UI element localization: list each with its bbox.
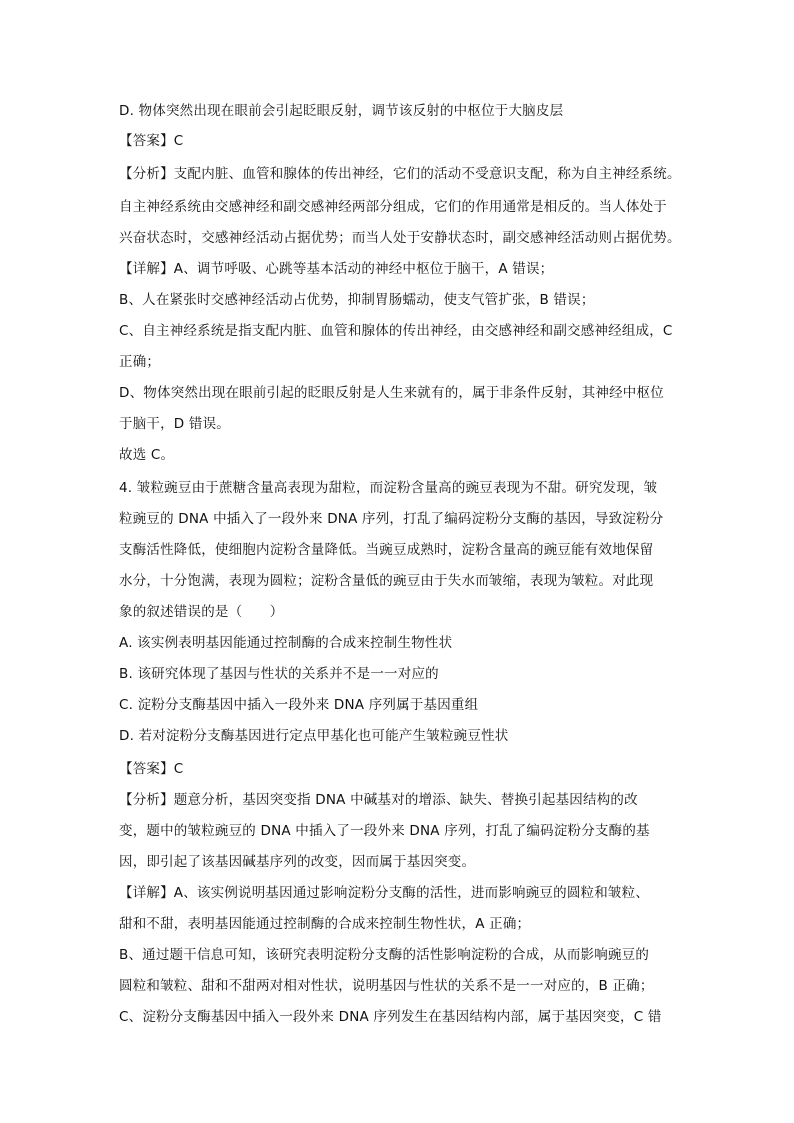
- option-c: C. 淀粉分支酶基因中插入一段外来 DNA 序列属于基因重组: [119, 697, 479, 713]
- question-4-line-4: 水分，十分饱满，表现为圆粒；淀粉含量低的豌豆由于失水而皱缩，表现为皱粒。对此现: [119, 573, 654, 589]
- explanation-line-c: C、自主神经系统是指支配内脏、血管和腺体的传出神经，由交感神经和副交感神经组成，C: [119, 323, 673, 339]
- explanation-q4-line-b2: 圆粒和皱粒、甜和不甜两对相对性状，说明基因与性状的关系不是一一对应的，B 正确；: [119, 978, 654, 994]
- explanation-line-c-cont: 正确；: [119, 354, 161, 370]
- question-4-line-3: 支酶活性降低，使细胞内淀粉含量降低。当豌豆成熟时，淀粉含量高的豌豆能有效地保留: [119, 542, 654, 558]
- analysis-line-3: 兴奋状态时，交感神经活动占据优势；而当人处于安静状态时，副交感神经活动则占据优势。: [119, 230, 681, 246]
- question-4-line-1: 4. 皱粒豌豆由于蔗糖含量高表现为甜粒，而淀粉含量高的豌豆表现为不甜。研究发现，皱: [119, 480, 658, 496]
- explanation-q4-line-b1: B、通过题干信息可知，该研究表明淀粉分支酶的活性影响淀粉的合成，从而影响豌豆的: [119, 947, 650, 963]
- option-d-previous-question: D. 物体突然出现在眼前会引起眨眼反射，调节该反射的中枢位于大脑皮层: [119, 103, 564, 119]
- answer-line: 【答案】C: [119, 133, 184, 149]
- analysis-q4-line-2: 变，题中的皱粒豌豆的 DNA 中插入了一段外来 DNA 序列，打乱了编码淀粉分支酶的基: [119, 823, 650, 839]
- option-d: D. 若对淀粉分支酶基因进行定点甲基化也可能产生皱粒豌豆性状: [119, 728, 509, 744]
- explanation-q4-line-c1: C、淀粉分支酶基因中插入一段外来 DNA 序列发生在基因结构内部，属于基因突变，C 错: [119, 1009, 662, 1025]
- question-4-line-2: 粒豌豆的 DNA 中插入了一段外来 DNA 序列，打乱了编码淀粉分支酶的基因，导致淀粉分: [119, 511, 664, 527]
- explanation-line-d-cont: 于脑干，D 错误。: [119, 416, 230, 432]
- option-a: A. 该实例表明基因能通过控制酶的合成来控制生物性状: [119, 635, 453, 651]
- option-b: B. 该研究体现了基因与性状的关系并不是一一对应的: [119, 666, 439, 682]
- answer-line-q4: 【答案】C: [119, 761, 184, 777]
- conclusion-line: 故选 C。: [119, 447, 175, 463]
- analysis-line-2: 自主神经系统由交感神经和副交感神经两部分组成，它们的作用通常是相反的。当人体处于: [119, 199, 667, 215]
- explanation-line-b: B、人在紧张时交感神经活动占优势，抑制胃肠蠕动，使支气管扩张，B 错误；: [119, 292, 595, 308]
- analysis-q4-line-3: 因，即引起了该基因碱基序列的改变，因而属于基因突变。: [119, 854, 476, 870]
- explanation-q4-line-a1: 【详解】A、该实例说明基因通过影响淀粉分支酶的活性，进而影响豌豆的圆粒和皱粒、: [119, 885, 650, 901]
- explanation-q4-line-a2: 甜和不甜，表明基因能通过控制酶的合成来控制生物性状，A 正确；: [119, 916, 531, 932]
- explanation-line-d: D、物体突然出现在眼前引起的眨眼反射是人生来就有的，属于非条件反射，其神经中枢位: [119, 385, 664, 401]
- analysis-line-1: 【分析】支配内脏、血管和腺体的传出神经，它们的活动不受意识支配，称为自主神经系统。: [119, 166, 681, 182]
- analysis-q4-line-1: 【分析】题意分析，基因突变指 DNA 中碱基对的增添、缺失、替换引起基因结构的改: [119, 792, 638, 808]
- explanation-line-a: 【详解】A、调节呼吸、心跳等基本活动的神经中枢位于脑干，A 错误；: [119, 261, 554, 277]
- question-4-line-5: 象的叙述错误的是（ ）: [119, 604, 284, 620]
